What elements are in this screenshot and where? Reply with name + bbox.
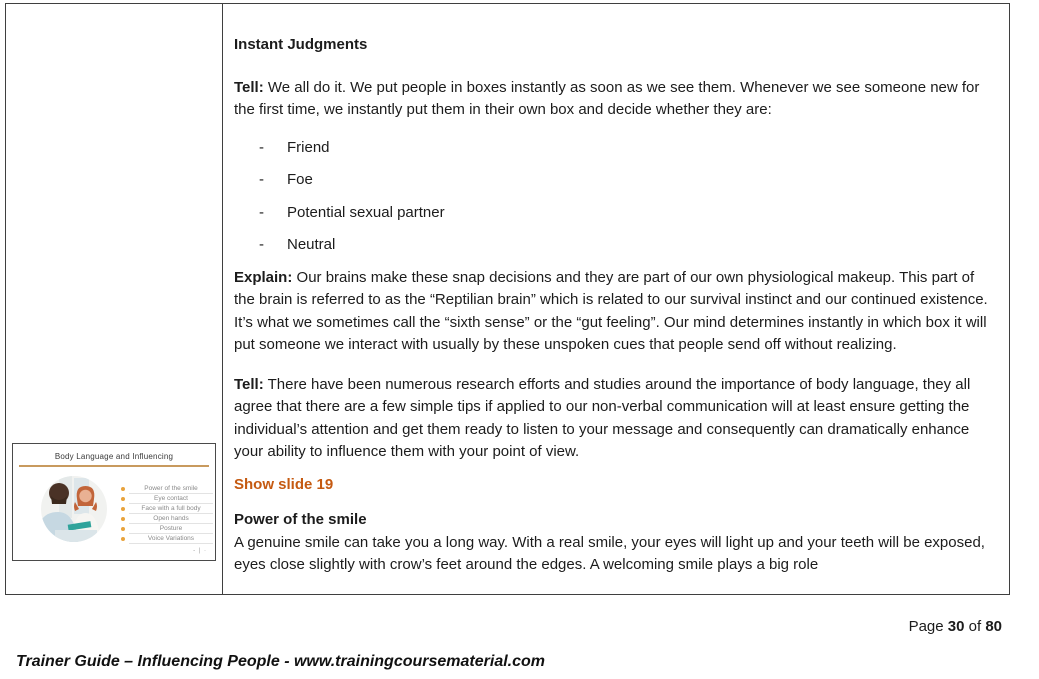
bullet-dot-icon [121, 497, 125, 501]
slide-bullet-label: Open hands [129, 515, 213, 524]
slide-bullet-label: Voice Variations [129, 535, 213, 544]
page-number [909, 618, 1002, 635]
list-item [259, 202, 995, 225]
page-of: of [964, 618, 986, 635]
tell-paragraph-1 [234, 77, 995, 122]
smile-text: A genuine smile can take you a long way. With a real smile, your eyes will light up and your teeth will be exposed, eyes close slightly with crow’s feet around the edges. A welcoming smile plays a big role [234, 533, 985, 573]
slide-column [6, 4, 223, 594]
slide-bullet-label: Eye contact [129, 495, 213, 504]
dash-marker: - [259, 236, 264, 253]
slide-bullet-item [121, 524, 213, 534]
slide-bullet-label: Posture [129, 525, 213, 534]
dash-marker: - [259, 171, 264, 188]
slide-bullet-item [121, 504, 213, 514]
bullet-dot-icon [121, 517, 125, 521]
show-slide-cue: Show slide 19 [234, 475, 334, 493]
smile-section [234, 509, 995, 577]
slide-thumbnail [12, 443, 216, 561]
guide-text-column [223, 4, 1009, 594]
explain-text: Our brains make these snap decisions and they are part of our own physiological makeup. This part of the brain is referred to as the “Reptilian brain” which is related to our survival instinct and our continued existence. It’s what we sometimes call the “sixth sense” or the “gut feeling”. Our mind determines instantly in which box it will put someone we interact with usually by these unspoken cues that people send off without realizing. [234, 268, 988, 353]
slide-photo [41, 476, 107, 542]
tell-label: Tell: [234, 375, 264, 393]
tell-paragraph-2 [234, 374, 995, 464]
slide-page-marker: - | · [193, 548, 207, 554]
document-footer-title: Trainer Guide – Influencing People - www.trainingcoursematerial.com [16, 653, 546, 670]
slide-bullet-label: Power of the smile [129, 485, 213, 494]
slide-bullet-label: Face with a full body [129, 505, 213, 514]
list-item-label: Foe [287, 171, 313, 188]
bullet-dot-icon [121, 527, 125, 531]
explain-label: Explain: [234, 268, 293, 286]
slide-bullet-item [121, 534, 213, 544]
tell-text: There have been numerous research efforts and studies around the importance of body language, they all agree that there are a few simple tips if applied to our non-verbal communication will at least ensure getting the individual’s attention and get them ready to listen to your message and consequently can dramatically enhance your ability to influence them with your point of view. [234, 375, 971, 460]
tell-text: We all do it. We put people in boxes instantly as soon as we see them. Whenever we see someone new for the first time, we instantly put them in their own box and decide whether they are: [234, 78, 980, 118]
page-current: 30 [947, 618, 965, 635]
bullet-dot-icon [121, 507, 125, 511]
page-total: 80 [985, 618, 1002, 635]
dash-marker: - [259, 203, 264, 221]
slide-bullet-item [121, 494, 213, 504]
list-item [259, 169, 995, 192]
dash-marker: - [259, 138, 264, 156]
bullet-dot-icon [121, 487, 125, 491]
smile-heading: Power of the smile [234, 511, 367, 528]
judgment-list [234, 137, 995, 257]
list-item-label: Neutral [287, 236, 336, 253]
explain-paragraph [234, 267, 995, 357]
slide-bullet-item [121, 514, 213, 524]
page-label: Page [908, 618, 948, 635]
content-table [5, 3, 1010, 595]
section-heading: Instant Judgments [234, 36, 368, 53]
list-item-label: Friend [287, 138, 330, 156]
list-item [259, 234, 995, 257]
list-item [259, 137, 995, 160]
slide-title-rule [19, 465, 209, 467]
bullet-dot-icon [121, 537, 125, 541]
list-item-label: Potential sexual partner [287, 203, 445, 221]
slide-title: Body Language and Influencing [54, 452, 174, 461]
tell-label: Tell: [234, 78, 264, 96]
slide-bullet-list [121, 484, 213, 544]
slide-bullet-item [121, 484, 213, 494]
